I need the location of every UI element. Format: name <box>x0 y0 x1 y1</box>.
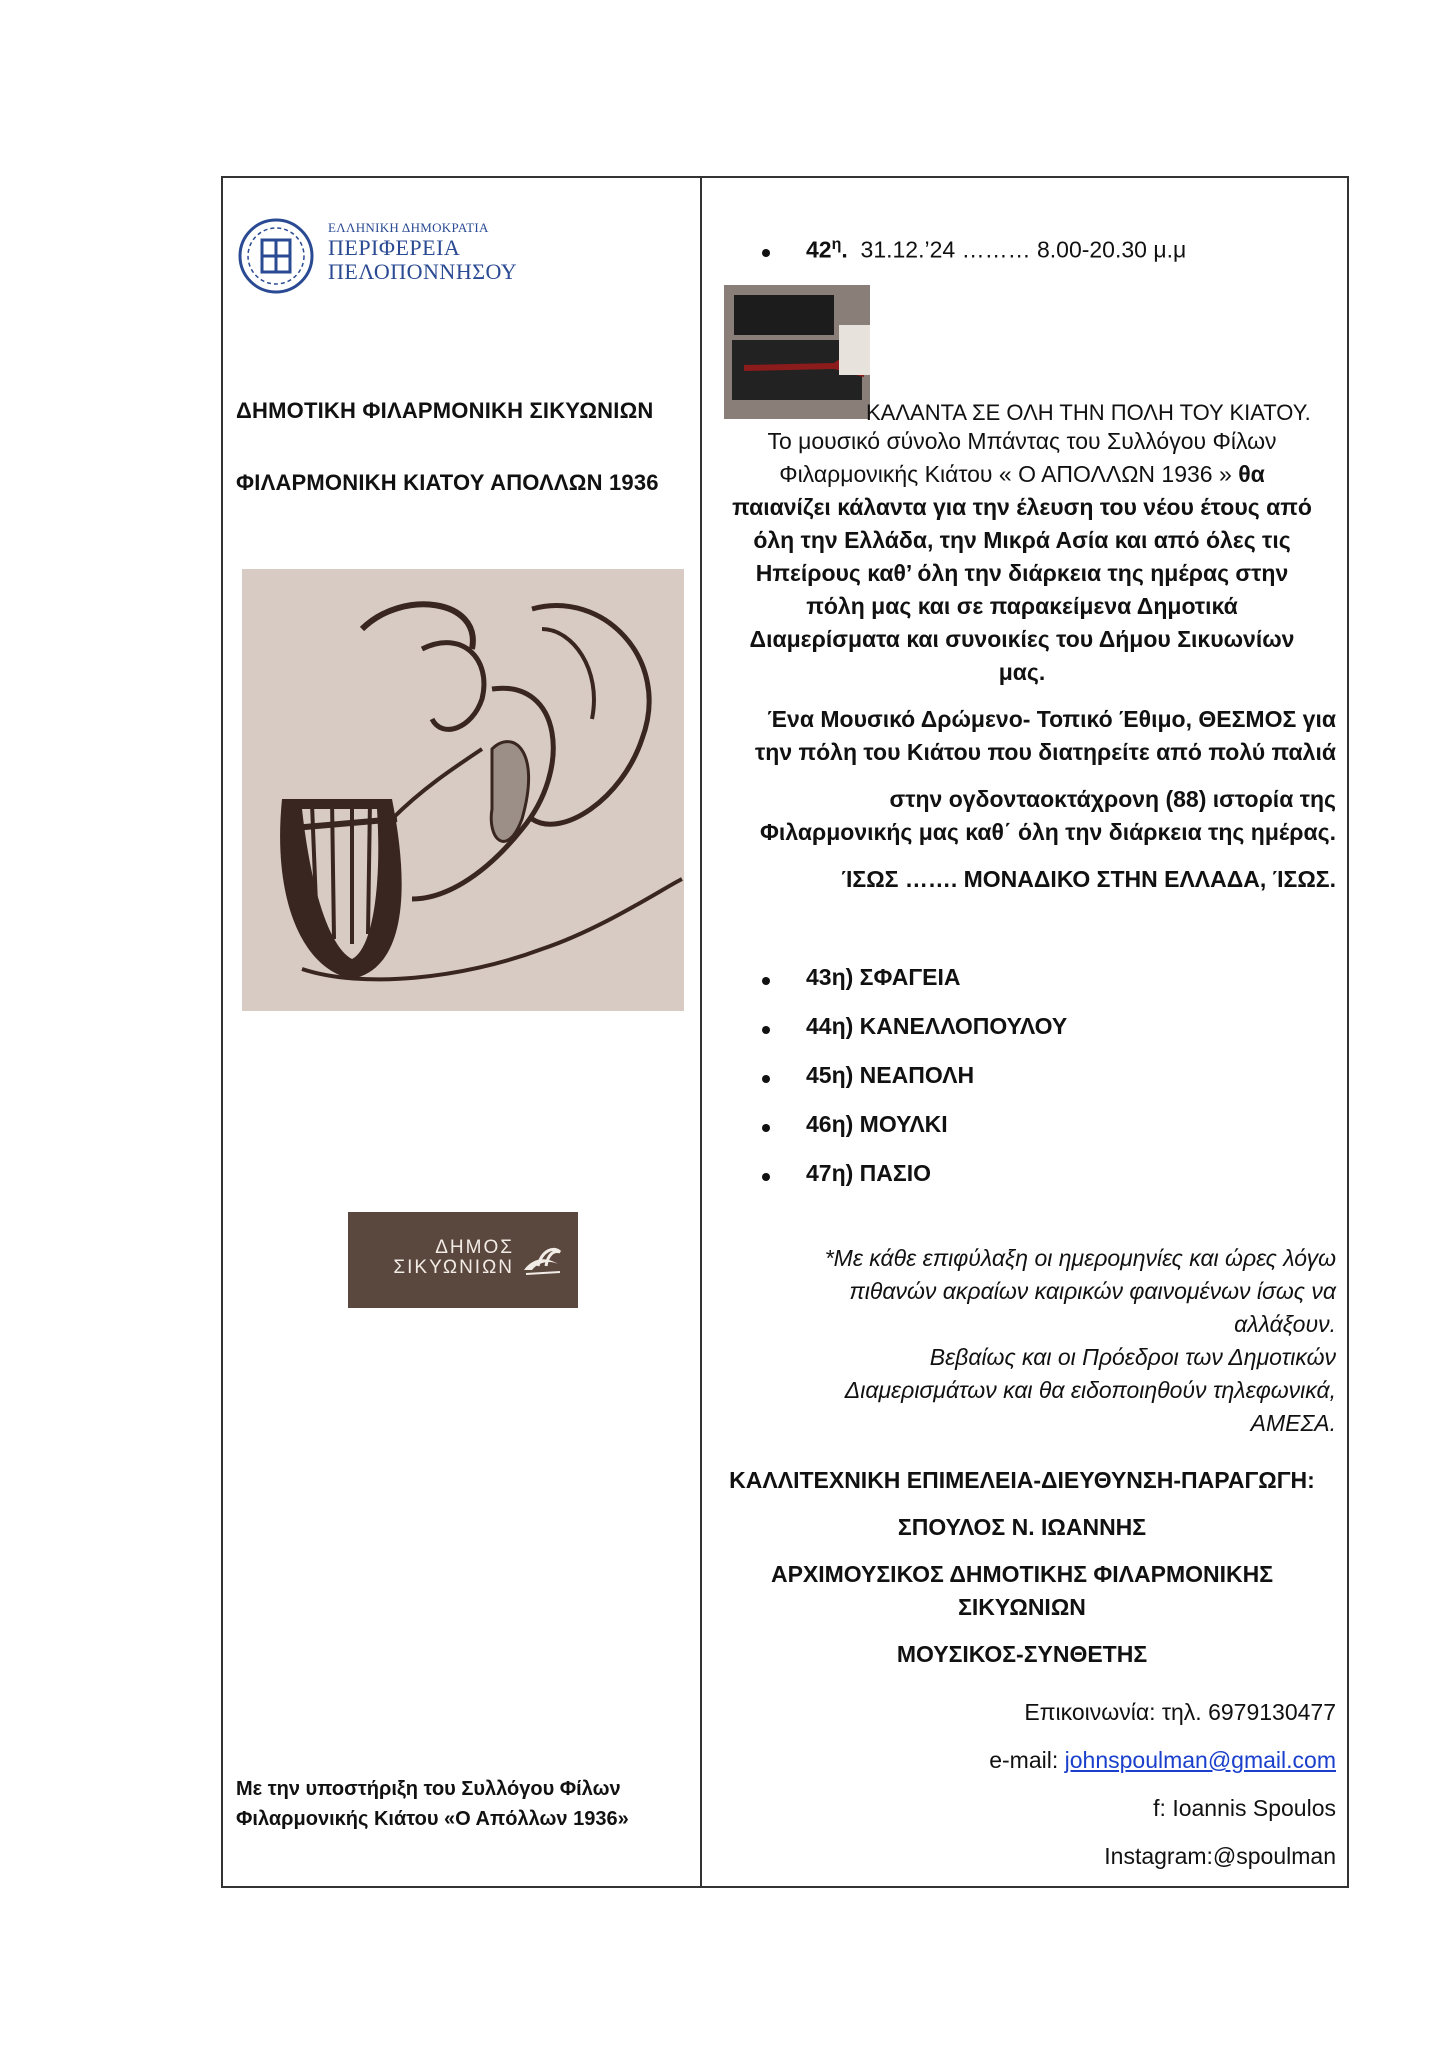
heading-philharmonic-sikyonion: ΔΗΜΟΤΙΚΗ ΦΙΛΑΡΜΟΝΙΚΗ ΣΙΚΥΩΝΙΩΝ <box>236 398 654 423</box>
schedule-item-45: 45η) ΝΕΑΠΟΛΗ <box>762 1062 974 1095</box>
para1-line6: πόλη μας και σε παρακείμενα Δημοτικά <box>806 593 1238 619</box>
para2-line4: Φιλαρμονικής μας καθ΄ όλη την διάρκεια της ημέρας. <box>760 819 1336 845</box>
para1-line1: Το μουσικό σύνολο Μπάντας του Συλλόγου Φίλων <box>767 428 1277 454</box>
credits-name: ΣΠΟΥΛΟΣ Ν. ΙΩΑΝΝΗΣ <box>897 1514 1147 1540</box>
credits-block <box>712 1464 1332 1671</box>
credits-title: ΚΑΛΛΙΤΕΧΝΙΚΗ ΕΠΙΜΕΛΕΙΑ-ΔΙΕΥΘΥΝΣΗ-ΠΑΡΑΓΩΓΗ: <box>729 1467 1315 1493</box>
bullet-icon <box>762 1124 770 1132</box>
bullet-icon <box>762 1075 770 1083</box>
region-emblem-icon <box>236 216 316 296</box>
kalanta-line: ΚΑΛΑΝΤΑ ΣΕ ΟΛΗ ΤΗΝ ΠΟΛΗ ΤΟΥ ΚΙΑΤΟΥ. <box>866 400 1311 425</box>
support-note <box>236 1774 629 1834</box>
note-line4: Βεβαίως και οι Πρόεδροι των Δημοτικών <box>929 1344 1336 1370</box>
column-divider <box>700 176 702 1888</box>
schedule-item-44: 44η) ΚΑΝΕΛΛΟΠΟΥΛΟΥ <box>762 1013 1067 1046</box>
support-line2: Φιλαρμονικής Κιάτου «Ο Απόλλων 1936» <box>236 1808 629 1830</box>
tradition-paragraph <box>712 703 1336 896</box>
bullet-icon <box>762 1026 770 1034</box>
note-line3: αλλάξουν. <box>1234 1311 1336 1337</box>
region-logo-text <box>328 220 517 284</box>
para2-line1: Ένα Μουσικό Δρώμενο- Τοπικό Έθιμο, ΘΕΣΜΟΣ για <box>767 706 1336 732</box>
trumpet-case-photo <box>724 285 870 419</box>
para1-line2: Φιλαρμονικής Κιάτου « Ο ΑΠΟΛΛΩΝ 1936 » θα <box>779 461 1265 487</box>
bullet-icon <box>762 1173 770 1181</box>
para1-line4: όλη την Ελλάδα, την Μικρά Ασία και από όλες τις <box>753 527 1291 553</box>
dimos-logo-line1: ΔΗΜΟΣ <box>435 1237 514 1258</box>
contact-email-line: e-mail: johnspoulman@gmail.com <box>989 1747 1336 1773</box>
bullet-icon <box>762 977 770 985</box>
heading-philharmonic-kiato: ΦΙΛΑΡΜΟΝΙΚΗ ΚΙΑΤΟΥ ΑΠΟΛΛΩΝ 1936 <box>236 470 659 495</box>
contact-facebook: f: Ioannis Spoulos <box>1153 1795 1336 1821</box>
schedule-item-42-date: 31.12.’24 ……… 8.00-20.30 μ.μ <box>860 236 1187 263</box>
note-line2: πιθανών ακραίων καιρικών φαινομένων ίσως να <box>849 1278 1336 1304</box>
bullet-icon <box>762 249 770 257</box>
credits-role1a: ΑΡΧΙΜΟΥΣΙΚΟΣ ΔΗΜΟΤΙΚΗΣ ΦΙΛΑΡΜΟΝΙΚΗΣ <box>770 1561 1274 1587</box>
schedule-item-47: 47η) ΠΑΣΙΟ <box>762 1160 931 1193</box>
schedule-item-42-number: 42 <box>806 236 832 263</box>
support-line1: Με την υποστήριξη του Συλλόγου Φίλων <box>236 1778 621 1800</box>
region-logo-line3: ΠΕΛΟΠΟΝΝΗΣΟΥ <box>328 259 518 284</box>
schedule-item-42: $42^\eta$. 31.12.’24 ……… 8.00-20.30 μ.μ <box>762 236 1186 269</box>
para2-line5: ΊΣΩΣ ……. ΜΟΝΑΔΙΚΟ ΣΤΗΝ ΕΛΛΑΔΑ, ΊΣΩΣ. <box>841 866 1336 892</box>
schedule-item-42-sup: η <box>831 236 842 253</box>
para1-line5: Ηπείρους καθ’ όλη την διάρκεια της ημέρας στην <box>755 560 1289 586</box>
para1-line7: Διαμερίσματα και συνοικίες του Δήμου Σικυωνίων <box>749 626 1295 652</box>
para2-line3: στην ογδονταοκτάχρονη (88) ιστορία της <box>889 786 1336 812</box>
region-logo <box>236 216 556 296</box>
griffin-lyre-image <box>242 569 684 1011</box>
contact-block <box>712 1688 1336 1880</box>
dimos-swan-icon <box>518 1236 566 1284</box>
trumpet-case-icon <box>724 285 870 419</box>
note-line5: Διαμερισμάτων και θα ειδοποιηθούν τηλεφωνικά, <box>844 1377 1336 1403</box>
griffin-lyre-icon <box>242 569 684 1011</box>
schedule-item-46: 46η) ΜΟΥΛΚΙ <box>762 1111 948 1144</box>
para1-line8: μας. <box>998 659 1046 685</box>
region-logo-line1: ΕΛΛΗΝΙΚΗ ΔΗΜΟΚΡΑΤΙΑ <box>328 220 489 235</box>
dimos-logo-line2: ΣΙΚΥΩΝΙΩΝ <box>393 1257 514 1278</box>
contact-phone: Επικοινωνία: τηλ. 6979130477 <box>1024 1699 1336 1725</box>
announcement-paragraph <box>712 425 1332 689</box>
contact-instagram: Instagram:@spoulman <box>1104 1843 1336 1869</box>
region-logo-line2: ΠΕΡΙΦΕΡΕΙΑ <box>328 235 461 260</box>
para1-line3: παιανίζει κάλαντα για την έλευση του νέου έτους από <box>732 494 1312 520</box>
para2-line2: την πόλη του Κιάτου που διατηρείτε από πολύ παλιά <box>755 739 1336 765</box>
credits-role1b: ΣΙΚΥΩΝΙΩΝ <box>958 1594 1086 1620</box>
schedule-item-43: 43η) ΣΦΑΓΕΙΑ <box>762 964 961 997</box>
dimos-logo-text <box>364 1238 514 1278</box>
note-line1: *Με κάθε επιφύλαξη οι ημερομηνίες και ώρες λόγω <box>824 1245 1336 1271</box>
email-link[interactable]: johnspoulman@gmail.com <box>1064 1747 1336 1773</box>
note-line6: ΑΜΕΣΑ. <box>1250 1410 1336 1436</box>
weather-disclaimer <box>712 1242 1336 1440</box>
credits-role2: ΜΟΥΣΙΚΟΣ-ΣΥΝΘΕΤΗΣ <box>896 1641 1148 1667</box>
dimos-sikyonion-logo <box>348 1212 578 1308</box>
